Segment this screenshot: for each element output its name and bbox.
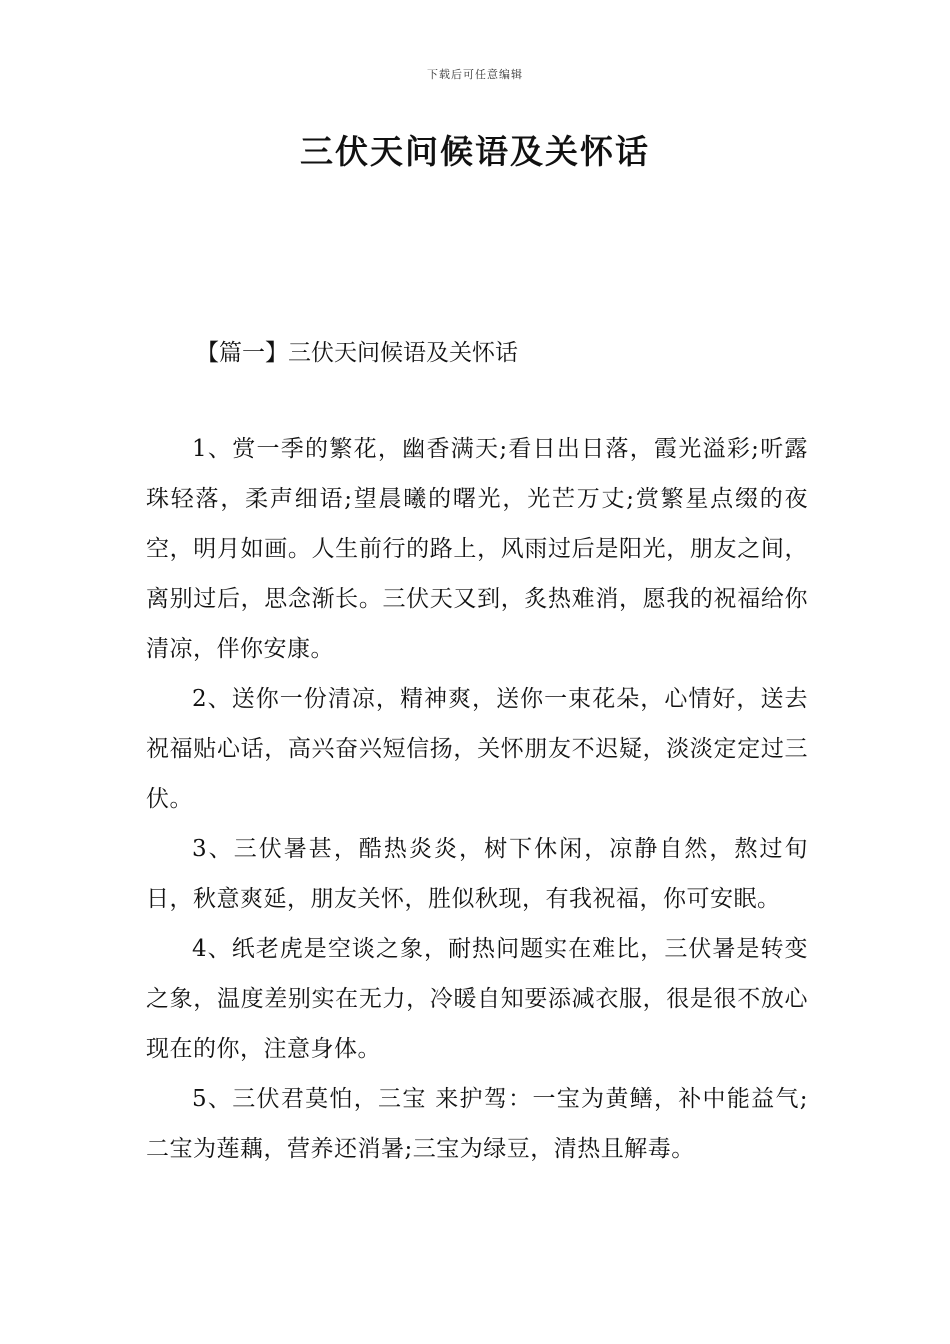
paragraph-2: 2、送你一份清凉，精神爽，送你一束花朵，心情好，送去祝福贴心话，高兴奋兴短信扬，关怀朋友不迟疑，淡淡定定过三伏。: [146, 686, 808, 812]
header-note: 下载后可任意编辑: [427, 68, 523, 81]
document-title: 三伏天问候语及关怀话: [300, 132, 650, 171]
section-heading: 【篇一】三伏天问候语及关怀话: [196, 340, 518, 366]
document-body: [146, 424, 808, 1174]
paragraph-1: 1、赏一季的繁花，幽香满天;看日出日落，霞光溢彩;听露珠轻落，柔声细语;望晨曦的曙光，光芒万丈;赏繁星点缀的夜空，明月如画。人生前行的路上，风雨过后是阳光，朋友之间，离别过后，思念渐长。三伏天又到，炙热难消，愿我的祝福给你清凉，伴你安康。: [146, 436, 808, 662]
paragraph-5: 5、三伏君莫怕，三宝 来护驾：一宝为黄鳝，补中能益气;二宝为莲藕，营养还消暑;三宝为绿豆，清热且解毒。: [146, 1086, 808, 1162]
paragraph-4: 4、纸老虎是空谈之象，耐热问题实在难比，三伏暑是转变之象，温度差别实在无力，冷暖自知要添减衣服，很是很不放心现在的你，注意身体。: [146, 936, 808, 1062]
paragraph-3: 3、三伏暑甚，酷热炎炎，树下休闲，凉静自然，熬过旬日，秋意爽延，朋友关怀，胜似秋现，有我祝福，你可安眠。: [146, 836, 808, 912]
